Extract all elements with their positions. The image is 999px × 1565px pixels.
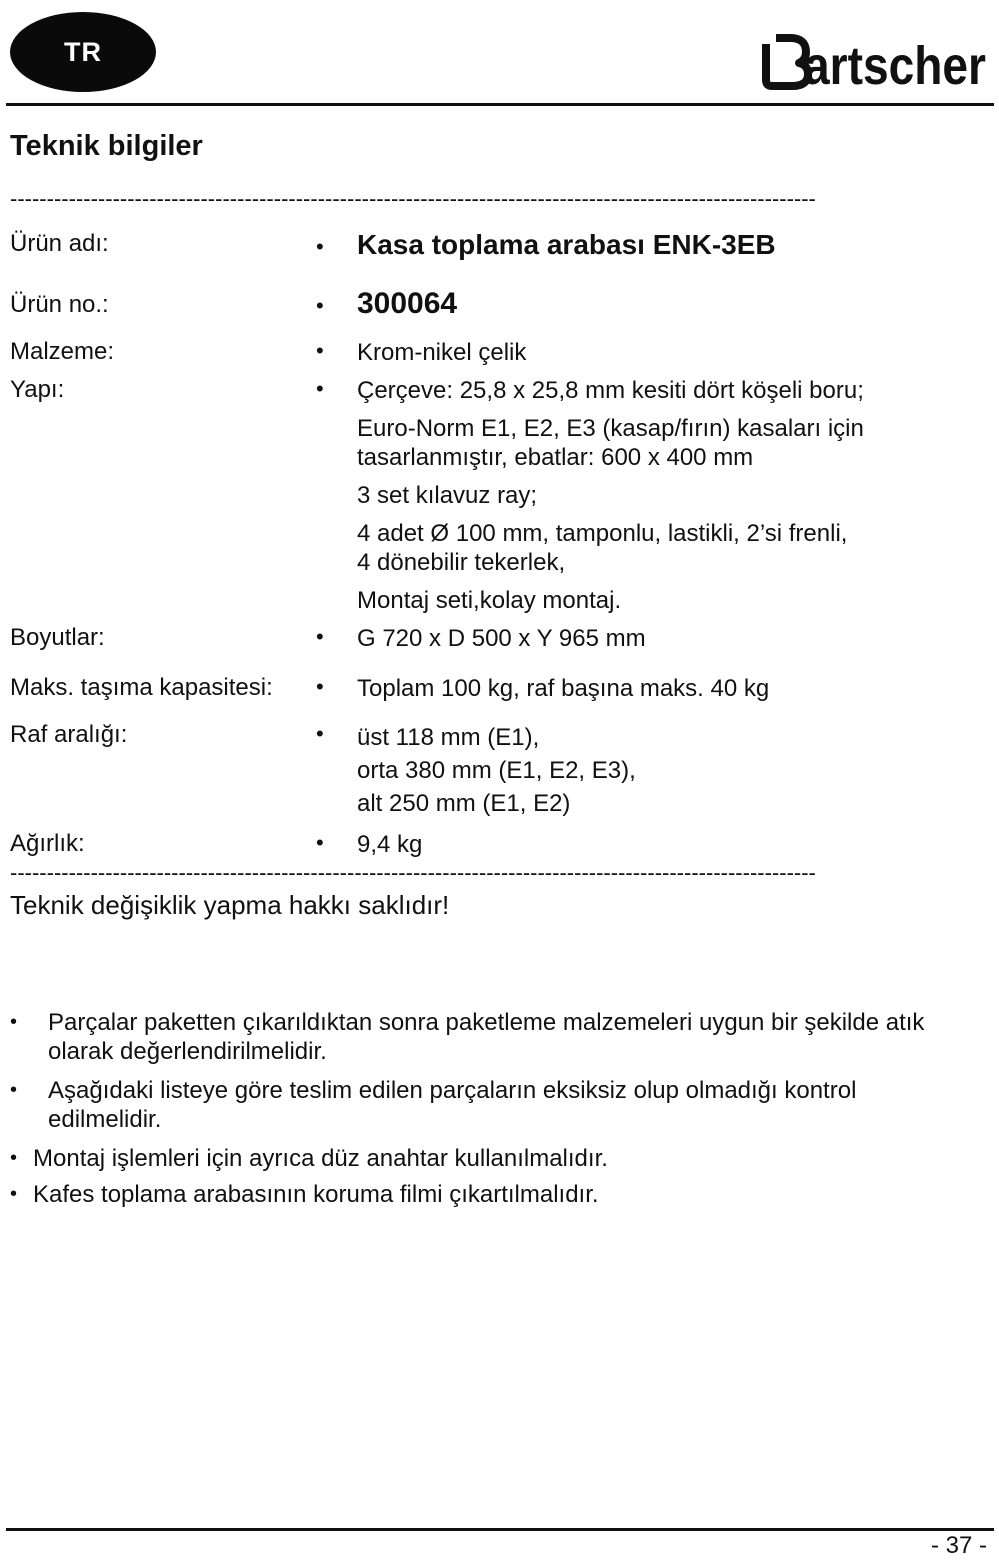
- construction-para: [357, 376, 987, 405]
- bullet: •: [10, 1079, 18, 1101]
- spec-value: G 720 x D 500 x Y 965 mm: [357, 625, 646, 652]
- bullet: •: [316, 234, 324, 259]
- spec-value: Toplam 100 kg, raf başına maks. 40 kg: [357, 675, 770, 702]
- bullet: •: [316, 338, 324, 363]
- note-item: [8, 1008, 978, 1066]
- construction-para: [357, 519, 987, 577]
- construction-line: 4 dönebilir tekerlek,: [357, 549, 566, 576]
- note-text: edilmelidir.: [48, 1106, 162, 1133]
- bullet: •: [316, 830, 324, 855]
- bullet: •: [316, 624, 324, 649]
- construction-line: Montaj seti,kolay montaj.: [357, 587, 622, 614]
- construction-para: [357, 586, 987, 615]
- spec-label: Malzeme:: [10, 338, 115, 365]
- spec-value: Kasa toplama arabası ENK-3EB: [357, 229, 776, 260]
- spec-label: Ürün no.:: [10, 291, 109, 318]
- bullet: •: [316, 293, 324, 318]
- footer-rule: [6, 1528, 994, 1531]
- rights-notice: Teknik değişiklik yapma hakkı saklıdır!: [10, 890, 450, 920]
- spec-label: Raf aralığı:: [10, 721, 128, 748]
- spec-label: Ağırlık:: [10, 830, 85, 857]
- construction-line: 3 set kılavuz ray;: [357, 482, 538, 509]
- note-text: Kafes toplama arabasının koruma filmi çıkartılmalıdır.: [33, 1181, 599, 1208]
- shelf-line: alt 250 mm (E1, E2): [357, 790, 571, 817]
- divider-top: --------------------------------------------------------------------------------------------------------------: [10, 186, 816, 211]
- spec-value: Krom-nikel çelik: [357, 339, 527, 366]
- construction-line: tasarlanmıştır, ebatlar: 600 x 400 mm: [357, 444, 754, 471]
- construction-line: Çerçeve: 25,8 x 25,8 mm kesiti dört köşeli boru;: [357, 377, 864, 404]
- bullet: •: [316, 674, 324, 699]
- assembly-notes: [8, 1008, 978, 1209]
- spec-label: Boyutlar:: [10, 624, 105, 651]
- note-item: [8, 1076, 978, 1134]
- bullet: •: [10, 1147, 18, 1169]
- construction-line: Euro-Norm E1, E2, E3 (kasap/fırın) kasaları için: [357, 415, 864, 442]
- spec-value: 300064: [357, 287, 458, 320]
- bullet: •: [10, 1183, 18, 1205]
- spec-label: Ürün adı:: [10, 230, 109, 257]
- divider-bottom: --------------------------------------------------------------------------------------------------------------: [10, 860, 816, 885]
- construction-para: [357, 481, 987, 510]
- language-badge: TR: [10, 12, 156, 92]
- bullet: •: [316, 376, 324, 401]
- section-title: Teknik bilgiler: [10, 130, 203, 162]
- spec-value-block: [357, 376, 987, 624]
- shelf-line: orta 380 mm (E1, E2, E3),: [357, 757, 636, 784]
- construction-para: [357, 414, 987, 472]
- brand-logo: [762, 22, 988, 98]
- note-text: Aşağıdaki listeye göre teslim edilen parçaların eksiksiz olup olmadığı kontrol: [48, 1077, 857, 1104]
- note-text: Montaj işlemleri için ayrıca düz anahtar kullanılmalıdır.: [33, 1145, 608, 1172]
- construction-line: 4 adet Ø 100 mm, tamponlu, lastikli, 2’si frenli,: [357, 520, 848, 547]
- note-text: Parçalar paketten çıkarıldıktan sonra paketleme malzemeleri uygun bir şekilde atık: [48, 1009, 925, 1036]
- shelf-line: üst 118 mm (E1),: [357, 724, 540, 751]
- page-number: - 37 -: [930, 1532, 987, 1559]
- header-rule: [6, 103, 994, 106]
- note-item: [8, 1144, 978, 1173]
- spec-value-block: [357, 721, 987, 820]
- bullet: •: [10, 1011, 18, 1033]
- spec-value: 9,4 kg: [357, 831, 423, 858]
- spec-label: Yapı:: [10, 376, 65, 403]
- bullet: •: [316, 721, 324, 746]
- note-text: olarak değerlendirilmelidir.: [48, 1038, 327, 1065]
- note-item: [8, 1180, 978, 1209]
- svg-text:artscher: artscher: [804, 36, 986, 96]
- spec-label: Maks. taşıma kapasitesi:: [10, 674, 273, 701]
